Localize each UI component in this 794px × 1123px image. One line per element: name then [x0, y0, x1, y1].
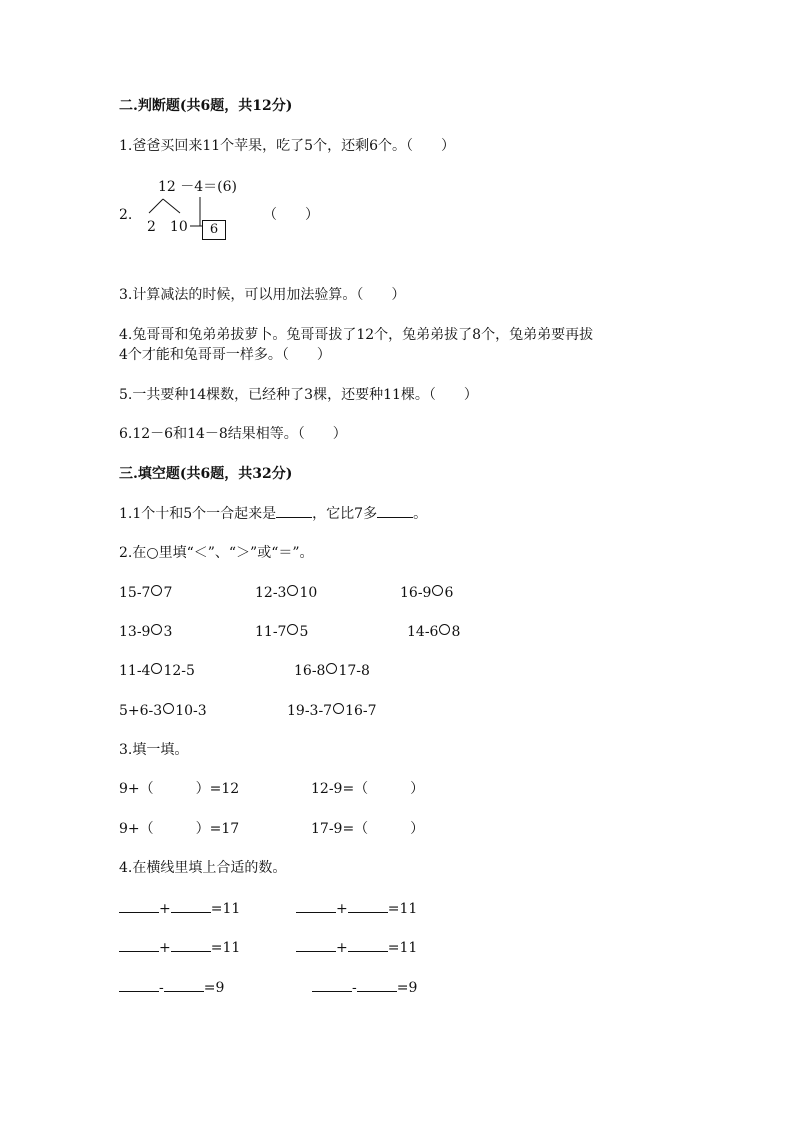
blank-equation: [119, 899, 240, 918]
q1-text-b: ，它比7多: [312, 506, 378, 522]
compare-left: 12-3: [255, 585, 287, 601]
compare-right: 7: [163, 585, 173, 601]
answer-blank[interactable]: [119, 978, 159, 992]
compare-right: 17-8: [338, 663, 370, 679]
compare-right: 10: [299, 585, 318, 601]
compare-item: [255, 623, 308, 641]
question-2-3: 3.计算减法的时候，可以用加法验算。（ ）: [119, 287, 406, 303]
result: =11: [387, 940, 418, 956]
compare-left: 13-9: [119, 624, 151, 640]
compare-circle[interactable]: [439, 624, 450, 635]
compare-item: [400, 584, 453, 602]
question-3-2-title: 2.在○里填“＜”、“＞”或“＝”。: [119, 545, 314, 561]
operator: -: [159, 980, 164, 996]
compare-left: 14-6: [407, 624, 439, 640]
answer-blank[interactable]: [119, 938, 159, 952]
compare-circle[interactable]: [287, 624, 298, 635]
operator: -: [352, 980, 357, 996]
compare-right: 10-3: [175, 703, 207, 719]
answer-blank[interactable]: [119, 899, 159, 913]
compare-item: [119, 702, 207, 720]
blank-equation: [312, 978, 417, 997]
section-2-title: 二.判断题(共6题，共12分): [119, 98, 293, 114]
q1-text-c: 。: [413, 506, 428, 522]
compare-left: 15-7: [119, 585, 151, 601]
operator: +: [336, 940, 348, 956]
answer-blank[interactable]: [296, 899, 336, 913]
answer-blank[interactable]: [164, 978, 204, 992]
fill-item[interactable]: 12-9=（ ）: [311, 781, 425, 797]
blank-equation: [119, 938, 240, 957]
blank-equation: [119, 978, 224, 997]
compare-circle[interactable]: [287, 585, 298, 596]
compare-item: [255, 584, 317, 602]
compare-circle[interactable]: [326, 663, 337, 674]
compare-item: [294, 662, 370, 680]
compare-item: [119, 584, 172, 602]
fill-item[interactable]: 17-9=（ ）: [311, 821, 425, 837]
answer-blank[interactable]: [377, 504, 413, 518]
compare-circle[interactable]: [163, 703, 174, 714]
answer-blank[interactable]: [357, 978, 397, 992]
compare-circle[interactable]: [333, 703, 344, 714]
compare-circle[interactable]: [151, 585, 162, 596]
blank-equation: [296, 899, 417, 918]
question-2-5: 5.一共要种14棵数，已经种了3棵，还要种11棵。（ ）: [119, 387, 478, 403]
compare-item: [119, 662, 195, 680]
result: =11: [210, 901, 241, 917]
split-numbers: 2 10: [147, 219, 188, 235]
compare-circle[interactable]: [432, 585, 443, 596]
compare-right: 3: [163, 624, 173, 640]
question-2-4-line2: 4个才能和兔哥哥一样多。（ ）: [119, 347, 331, 363]
answer-paren: （ ）: [263, 207, 319, 223]
compare-right: 16-7: [345, 703, 377, 719]
answer-blank[interactable]: [312, 978, 352, 992]
answer-blank[interactable]: [276, 504, 312, 518]
operator: +: [159, 940, 171, 956]
compare-circle[interactable]: [151, 624, 162, 635]
fill-item[interactable]: 9+（ ）=17: [119, 821, 240, 837]
compare-left: 19-3-7: [287, 703, 333, 719]
compare-right: 6: [444, 585, 454, 601]
fill-item[interactable]: 9+（ ）=12: [119, 781, 240, 797]
question-3-3-title: 3.填一填。: [119, 742, 189, 758]
answer-blank[interactable]: [348, 899, 388, 913]
answer-blank[interactable]: [171, 938, 211, 952]
compare-left: 16-9: [400, 585, 432, 601]
blank-equation: [296, 938, 417, 957]
section-3-title: 三.填空题(共6题，共32分): [119, 466, 293, 482]
operator: +: [336, 901, 348, 917]
answer-box: 6: [202, 220, 226, 240]
compare-left: 11-4: [119, 663, 151, 679]
answer-blank[interactable]: [296, 938, 336, 952]
compare-left: 5+6-3: [119, 703, 163, 719]
compare-right: 5: [299, 624, 309, 640]
question-3-4-title: 4.在横线里填上合适的数。: [119, 860, 287, 876]
result: =9: [203, 980, 225, 996]
result: =9: [396, 980, 418, 996]
question-2-4-line1: 4.兔哥哥和兔弟弟拔萝卜。兔哥哥拔了12个，兔弟弟拔了8个，兔弟弟要再拔: [119, 327, 594, 343]
equation-text: 12 －4＝(6): [158, 179, 238, 195]
result: =11: [387, 901, 418, 917]
question-number: 2.: [119, 207, 133, 223]
compare-circle[interactable]: [151, 663, 162, 674]
answer-blank[interactable]: [171, 899, 211, 913]
compare-item: [287, 702, 377, 720]
compare-item: [119, 623, 172, 641]
compare-left: 11-7: [255, 624, 287, 640]
operator: +: [159, 901, 171, 917]
compare-right: 12-5: [163, 663, 195, 679]
compare-item: [407, 623, 460, 641]
answer-blank[interactable]: [348, 938, 388, 952]
compare-right: 8: [451, 624, 461, 640]
question-2-6: 6.12－6和14－8结果相等。（ ）: [119, 426, 347, 442]
question-3-1: [119, 504, 427, 523]
q1-text-a: 1.1个十和5个一合起来是: [119, 506, 277, 522]
result: =11: [210, 940, 241, 956]
question-2-1: 1.爸爸买回来11个苹果，吃了5个，还剩6个。（ ）: [119, 138, 455, 154]
compare-left: 16-8: [294, 663, 326, 679]
